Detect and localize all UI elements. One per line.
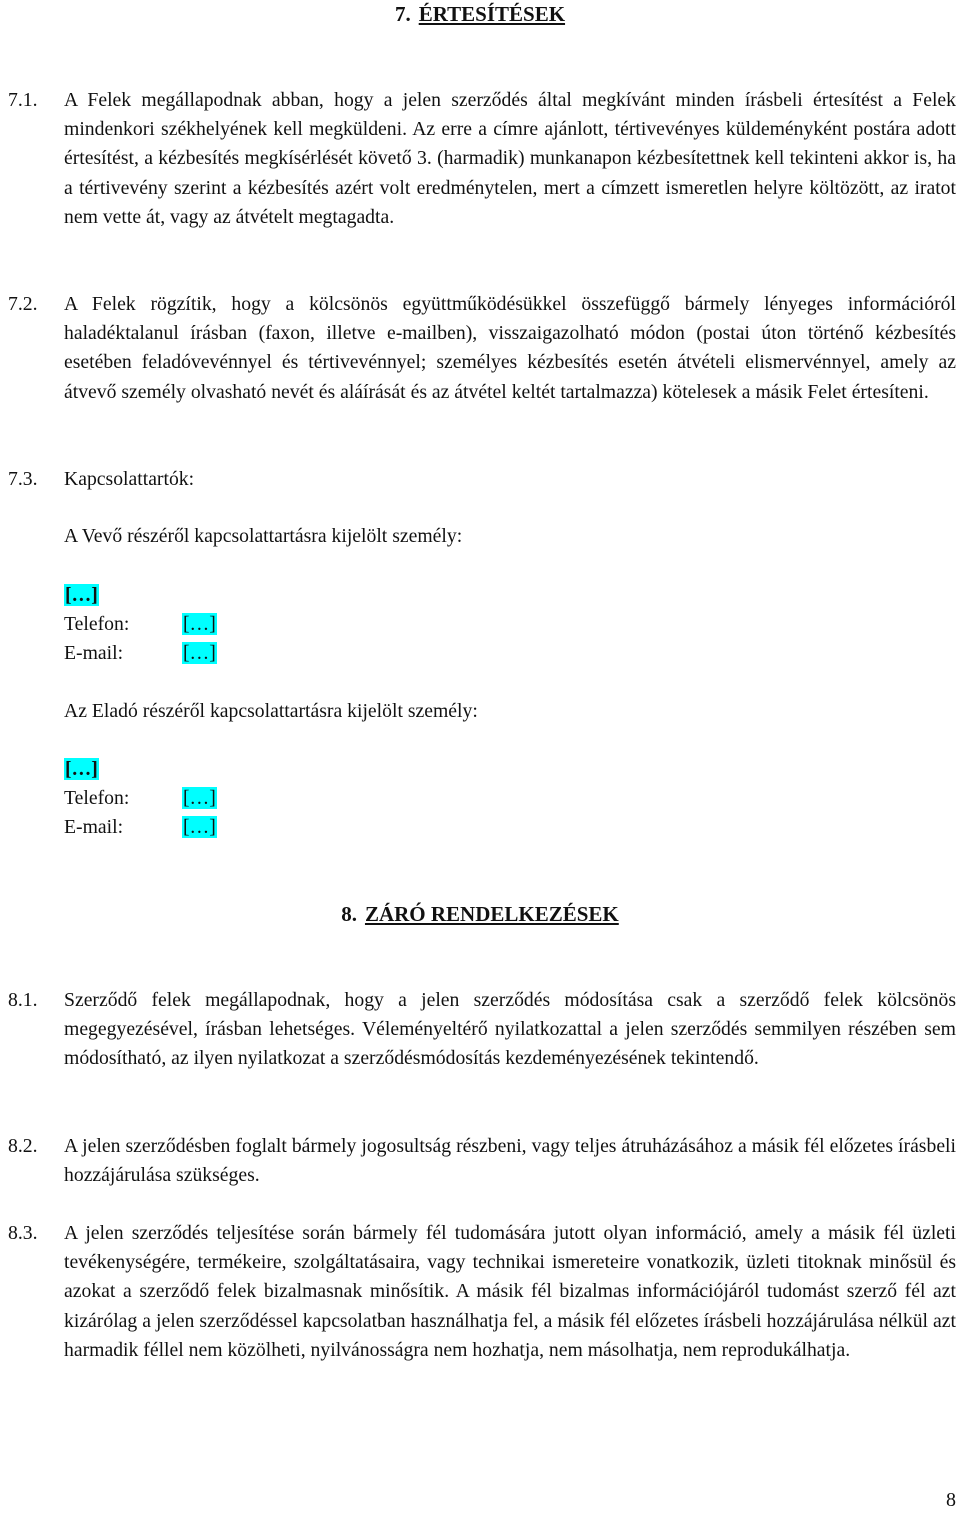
clause-7-3 xyxy=(8,465,956,494)
seller-phone-placeholder: […] xyxy=(183,787,216,809)
clause-text: A Felek megállapodnak abban, hogy a jelen szerződés által megkívánt minden írásbeli értesítést a Felek mindenkori székhelyének kell megküldeni. Az erre a címre ajánlott, tértivevényes küldeményként postára adott értesítést, a kézbesítés megkísérlését követő 3. (harmadik) munkanapon kézbesítettnek kell tekinteni akkor is, ha a tértivevény szerint a kézbesítés azért volt eredménytelen, mert a címzett ismeretlen helyre költözött, az iratot nem vette át, vagy az átvételt megtagadta. xyxy=(64,89,956,228)
clause-text: A Felek rögzítik, hogy a kölcsönös együttműködésükkel összefüggő bármely lényeges információról haladéktalanul írásban (faxon, illetve e-mailben), visszaigazolható módon (postai úton történő kézbesítés esetében feladóvevénnyel és tértivevénnyel; személyes kézbesítés esetén átvételi elismervénnyel, amely az átvevő személy olvasható nevét és aláírását és az átvétel keltét tartalmazza) kötelesek a másik Felet értesíteni. xyxy=(64,293,956,403)
phone-label: Telefon: xyxy=(64,787,130,809)
clause-text: Kapcsolattartók: xyxy=(64,468,195,490)
clause-text: A jelen szerződés teljesítése során bármely fél tudomására jutott olyan információ, amely a másik fél üzleti tevékenységére, termékeire, szolgáltatásaira, vagy technikai ismereteire vonatkozik, üzleti titoknak minősül és azokat a szerződő felek bizalmasnak minősítik. A másik fél bizalmas információjáról tudomást szerző fél azt kizárólag a jelen szerződéssel kapcsolatban használhatja fel, a másik fél előzetes írásbeli hozzájárulása nélkül azt harmadik féllel nem közölheti, nyilvánosságra nem hozhatja, nem másolhatja, nem reprodukálhatja. xyxy=(64,1222,956,1361)
buyer-contact-phone xyxy=(64,610,217,639)
buyer-email-placeholder: […] xyxy=(183,642,216,664)
page-number: 8 xyxy=(946,1489,956,1511)
seller-contact-email xyxy=(64,813,217,842)
section-7-heading xyxy=(0,0,960,29)
seller-contact-phone xyxy=(64,784,217,813)
clause-8-1 xyxy=(8,986,956,1074)
email-label: E-mail: xyxy=(64,642,124,664)
email-label: E-mail: xyxy=(64,816,124,838)
clause-number: 7.3. xyxy=(8,468,38,490)
section-8-heading xyxy=(0,900,960,929)
phone-label: Telefon: xyxy=(64,613,130,635)
seller-email-placeholder: […] xyxy=(183,816,216,838)
buyer-contact-email xyxy=(64,639,217,668)
buyer-contact-name xyxy=(64,581,99,610)
clause-number: 7.2. xyxy=(8,293,38,315)
section-8-number: 8. xyxy=(341,902,357,926)
seller-name-placeholder: […] xyxy=(65,758,98,780)
section-8-title: ZÁRÓ RENDELKEZÉSEK xyxy=(364,902,619,926)
clause-7-2 xyxy=(8,290,956,407)
clause-number: 8.1. xyxy=(8,989,38,1011)
section-7-number: 7. xyxy=(394,2,411,26)
clause-text: A jelen szerződésben foglalt bármely jogosultság részbeni, vagy teljes átruházásához a másik fél előzetes írásbeli hozzájárulása szükséges. xyxy=(64,1135,956,1187)
buyer-contact-heading: A Vevő részéről kapcsolattartásra kijelölt személy: xyxy=(64,525,463,547)
seller-contact-name xyxy=(64,755,99,784)
clause-number: 7.1. xyxy=(8,89,38,111)
clause-number: 8.3. xyxy=(8,1222,38,1244)
section-7-title: ÉRTESÍTÉSEK xyxy=(418,2,566,26)
buyer-phone-placeholder: […] xyxy=(183,613,216,635)
clause-7-1 xyxy=(8,86,956,232)
clause-number: 8.2. xyxy=(8,1135,38,1157)
clause-8-3 xyxy=(8,1219,956,1365)
seller-contact-heading: Az Eladó részéről kapcsolattartásra kijelölt személy: xyxy=(64,700,478,722)
clause-text: Szerződő felek megállapodnak, hogy a jelen szerződés módosítása csak a szerződő felek kölcsönös megegyezésével, írásban lehetséges. Véleményeltérő nyilatkozattal a jelen szerződés semmilyen részében sem módosítható, az ilyen nyilatkozat a szerződésmódosítás kezdeményezésének tekintendő. xyxy=(64,989,956,1070)
clause-8-2 xyxy=(8,1132,956,1190)
buyer-name-placeholder: […] xyxy=(65,584,98,606)
